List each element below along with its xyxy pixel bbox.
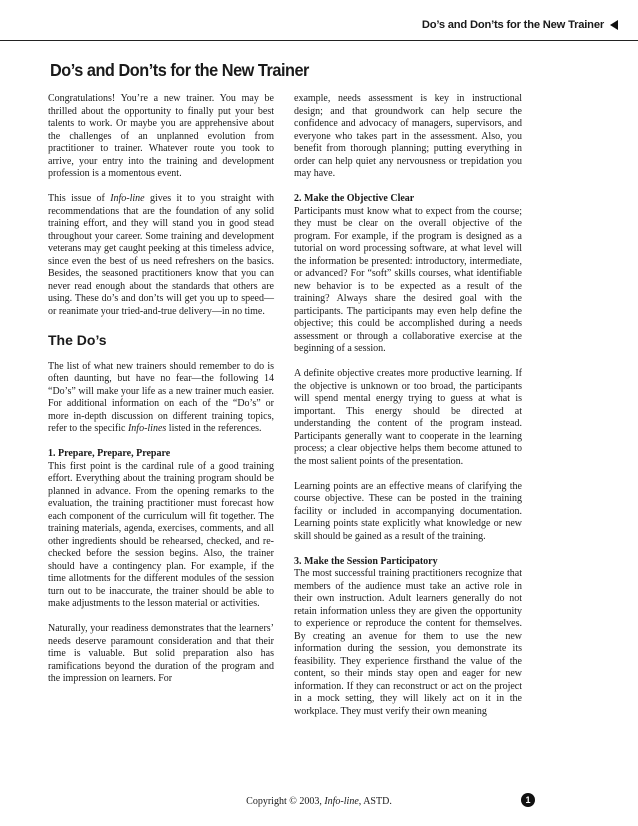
objective-paragraph: Participants must know what to expect from the course; they must be clear on the overall objective of the program. For example, if the program is designed as a tutorial on word processing software, at what level will the information be presented: introductory, intermediate, or advanced? For “soft” skills courses, what identifiable new behavior is to be expected as a result of the training? Always share the desired goal with the participants. The participants may even help define the objective; this could be accomplished during a needs assessment or through a collaborative exercise at the beginning of a session. (294, 205, 522, 354)
intro-paragraph: Congratulations! You’re a new trainer. You may be thrilled about the opportunity to finally put your best talents to work. Or maybe you are apprehensive about the challenges of an unplanned evolution from practitioner to trainer. Whatever route you took to arrive, your entry into the training and development profession is a momentous event. (48, 93, 274, 179)
page-number-badge: 1 (521, 793, 535, 807)
header-rule (0, 40, 638, 41)
text-run: gives it to you straight with recommendations that are the foundation of any solid training effort, and they will stand you in good stead throughout your career. Some training and development veterans may get caught peeking at this timeless advice, since even the best of us need refreshers on the basics. Besides, the seasoned practitioners know that you can never read enough about the standards that others are using. These do’s and don’ts will get you up to speed—or reanimate your tried-and-true delivery—in no time. (48, 193, 274, 317)
readiness-paragraph: Naturally, your readiness demonstrates that the learners’ needs deserve paramount consideration and that their time is valuable. But solid preparation also has ramifications beyond the duration of the program and the impression on learners. For (48, 623, 274, 684)
learning-points-paragraph: Learning points are an effective means of clarifying the course objective. These can be posted in the training facility or included in accompanying documentation. Learning points state explicitly what knowledge or new skill should be gained as a result of the training. (294, 480, 522, 542)
participatory-paragraph: The most successful training practitioners recognize that members of the audience must take an active role in their own instruction. Adult learners generally do not retain information unless they are given the opportunity to experience or reproduce the content for themselves. By creating an avenue for them to use the new information during the session, you demonstrate its feasibility. They experience firsthand the value of the content, so their minds stay open and eager for new information. If they can reconstruct or act on the project in a mock setting, they will likely act on it in the workplace. They must verify their own meaning (294, 568, 522, 717)
continued-paragraph: example, needs assessment is key in instructional design; and that groundwork can help secure the confidence and advocacy of managers, supervisors, and everyone who takes part in the assessment. Also, you benefit from thorough planning; putting everything in order can help quiet any nervousness or trepidation you may have. (294, 93, 522, 179)
text-run: , ASTD. (358, 796, 392, 807)
issue-paragraph (48, 193, 274, 318)
page-title: Do’s and Don’ts for the New Trainer (50, 60, 309, 80)
text-run-italic: Info-line (324, 796, 359, 807)
subheading-prepare: 1. Prepare, Prepare, Prepare (48, 448, 171, 459)
text-run: Copyright © 2003, (246, 796, 325, 807)
triangle-left-icon (610, 20, 618, 30)
right-column (294, 93, 522, 718)
section-heading-dos: The Do’s (48, 331, 107, 348)
subheading-objective: 2. Make the Objective Clear (294, 193, 415, 204)
text-run: listed in the references. (166, 423, 262, 434)
text-run: The list of what new trainers should remember to do is often daunting, but have no fear—the following 14 “Do’s” will make your life as a new trainer much easier. For additional information on each of the “Do’s” or more in-depth discussion on different training topics, refer to the specific (48, 360, 274, 434)
definite-objective-paragraph: A definite objective creates more productive learning. If the objective is unknown or too broad, the participants will spend mental energy trying to guess at what is important. This energy should be directed at understanding the content of the program instead. Participants generally want to cooperate in the learning process; a clear objective helps them become attuned to the most salient points of the presentation. (294, 368, 522, 467)
subheading-participatory: 3. Make the Session Participatory (294, 555, 438, 567)
running-title: Do’s and Don’ts for the New Trainer (421, 19, 604, 31)
text-run: This issue of (48, 193, 111, 204)
text-run-italic: Info-line (110, 193, 145, 204)
left-column (48, 93, 274, 686)
text-run-italic: Info-lines (127, 423, 167, 434)
dos-intro-paragraph (48, 361, 274, 436)
prepare-paragraph: This first point is the cardinal rule of a good training effort. Everything about the training program should be planned in advance. From the opening remarks to the evaluation, the training practitioner must forecast how each component of the curriculum will fit together. The training materials, agenda, exercises, comments, and all other ingredients should be rehearsed, checked, and re-checked before the session begins. Also, the trainer should have a contingency plan. For example, if the time allotments for the different modules of the session turn out to be inaccurate, the trainer should be able to make adjustments to the lesson material or activities. (48, 460, 274, 609)
copyright-footer (0, 796, 638, 807)
running-header (422, 14, 618, 36)
